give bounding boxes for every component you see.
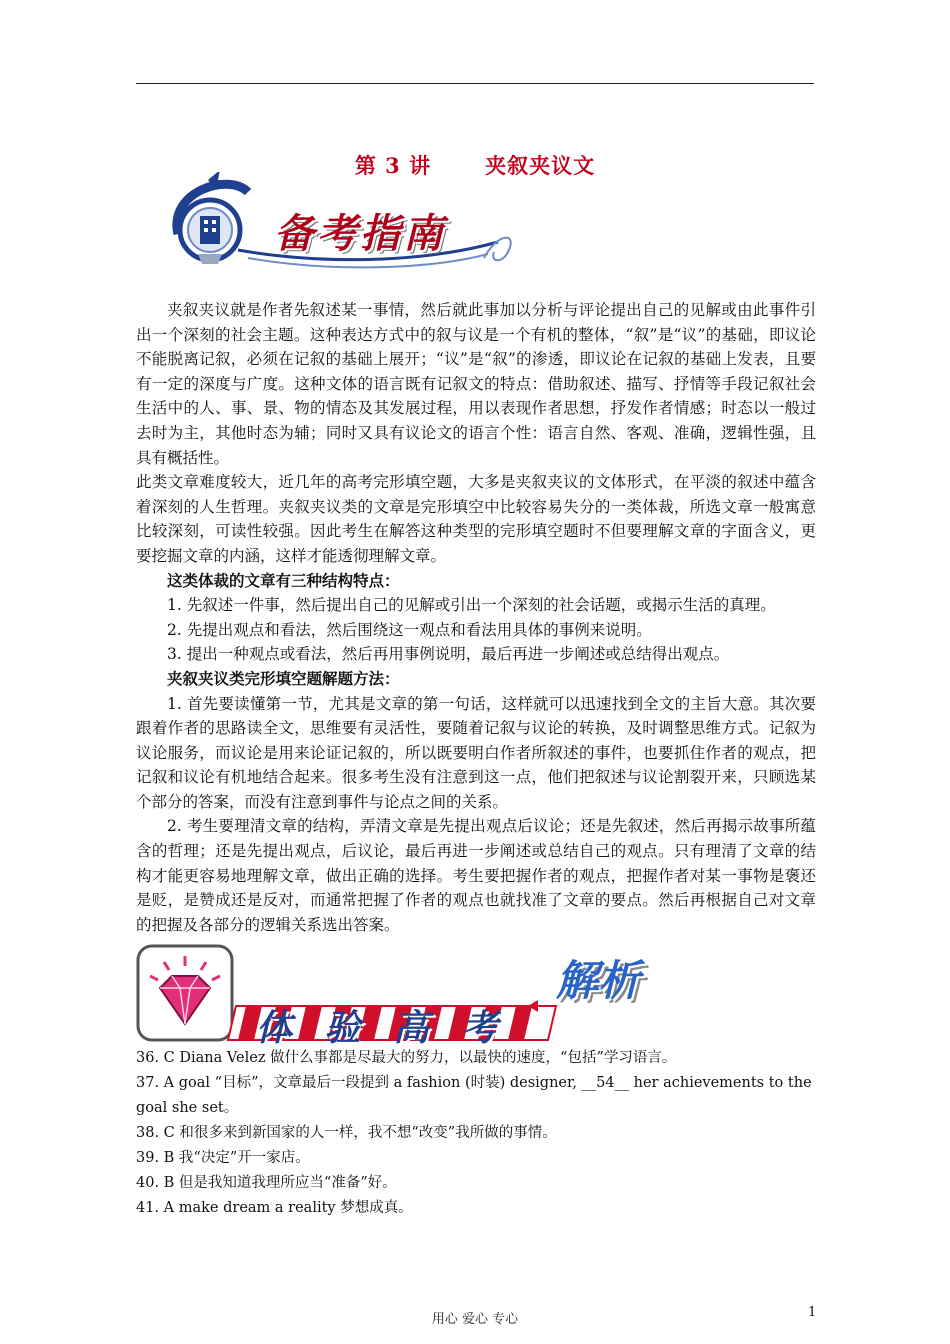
exam-experience-label: 体 验 高 考 — [256, 1008, 508, 1049]
methods-heading: 夹叙夹议类完形填空题解题方法： — [167, 668, 400, 688]
lecture-number: 第 3 讲 — [354, 153, 432, 178]
intro-paragraph-2: 此类文章难度较大，近几年的高考完形填空题，大多是夹叙夹议的文体形式，在平淡的叙述中蕴含着深刻的人生哲理。夹叙夹议类的文章是完形填空中比较容易失分的一类体裁，所选文章一般寓意比较深刻，可读性较强。因此考生在解答这种类型的完形填空题时不但要理解文章的字面含义，更要挖掘文章的内涵，这样才能透彻理解文章。 — [136, 473, 816, 565]
analysis-label: 解析 — [556, 956, 641, 1005]
exam-experience-banner — [136, 944, 696, 1049]
header-rule — [136, 83, 814, 84]
intro-paragraph-1: 夹叙夹议就是作者先叙述某一事情，然后就此事加以分析与评论提出自己的见解或由此事件引出一个深刻的社会主题。这种表达方式中的叙与议是一个有机的整体，“叙”是“议”的基础，即议论不能脱离记叙，必须在记叙的基础上展开；“议”是“叙”的渗透，即议论在记叙的基础上发表，且要有一定的深度与广度。这种文体的语言既有记叙文的特点：借助叙述、描写、抒情等手段记叙社会生活中的人、事、景、物的情态及其发展过程，用以表现作者思想，抒发作者情感；时态以一般过去时为主，其他时态为辅；同时又具有议论文的语言个性：语言自然、客观、准确，逻辑性强，且具有概括性。 — [136, 301, 816, 467]
feature-item-2: 2. 先提出观点和看法，然后围绕这一观点和看法用具体的事例来说明。 — [167, 620, 652, 639]
answer-38: 38. C 和很多来到新国家的人一样，我不想“改变”我所做的事情。 — [136, 1125, 557, 1141]
answer-40: 40. B 但是我知道我理所应当“准备”好。 — [136, 1175, 397, 1191]
method-item-2: 2. 考生要理清文章的结构，弄清文章是先提出观点后议论；还是先叙述，然后再揭示故事所蕴含的哲理；还是先提出观点，后议论，最后再进一步阐述或总结自己的观点。只有理清了文章的结构才能更容易地理解文章，做出正确的选择。考生要把握作者的观点，把握作者对某一事物是褒还是贬，是赞成还是反对，而通常把握了作者的观点也就找准了文章的要点。然后再根据自己对文章的把握及各部分的逻辑关系选出答案。 — [136, 817, 816, 934]
page-number: 1 — [808, 1305, 817, 1320]
lecture-title: 夹叙夹议文 — [485, 153, 596, 178]
features-heading: 这类体裁的文章有三种结构特点： — [167, 570, 400, 590]
feature-item-1: 1. 先叙述一件事，然后提出自己的见解或引出一个深刻的社会话题，或揭示生活的真理。 — [167, 596, 776, 615]
page-footer: 用心 爱心 专心 — [431, 1312, 519, 1327]
study-guide-label: 备考指南 — [274, 211, 446, 257]
study-guide-banner — [168, 172, 528, 282]
intro-section — [136, 298, 816, 937]
answer-39: 39. B 我“决定”开一家店。 — [136, 1150, 310, 1166]
answer-36: 36. C Diana Velez 做什么事都是尽最大的努力，以最快的速度，“包括”学习语言。 — [136, 1050, 677, 1066]
answer-41: 41. A make dream a reality 梦想成真。 — [136, 1200, 413, 1216]
answer-37: 37. A goal “目标”，文章最后一段提到 a fashion (时装) designer, __54__ her achievements to the goal she set。 — [136, 1075, 812, 1116]
method-item-1: 1. 首先要读懂第一节，尤其是文章的第一句话，这样就可以迅速找到全文的主旨大意。其次要跟着作者的思路读全文，思维要有灵活性，要随着记叙与议论的转换，及时调整思维方式。记叙为议论服务，而议论是用来论证记叙的，所以既要明白作者所叙述的事件，也要抓住作者的观点，把记叙和议论有机地结合起来。很多考生没有注意到这一点，他们把叙述与议论割裂开来，只顾选某个部分的答案，而没有注意到事件与论点之间的关系。 — [136, 694, 816, 811]
feature-item-3: 3. 提出一种观点或看法，然后再用事例说明，最后再进一步阐述或总结得出观点。 — [167, 645, 730, 664]
answer-list — [136, 1046, 816, 1221]
